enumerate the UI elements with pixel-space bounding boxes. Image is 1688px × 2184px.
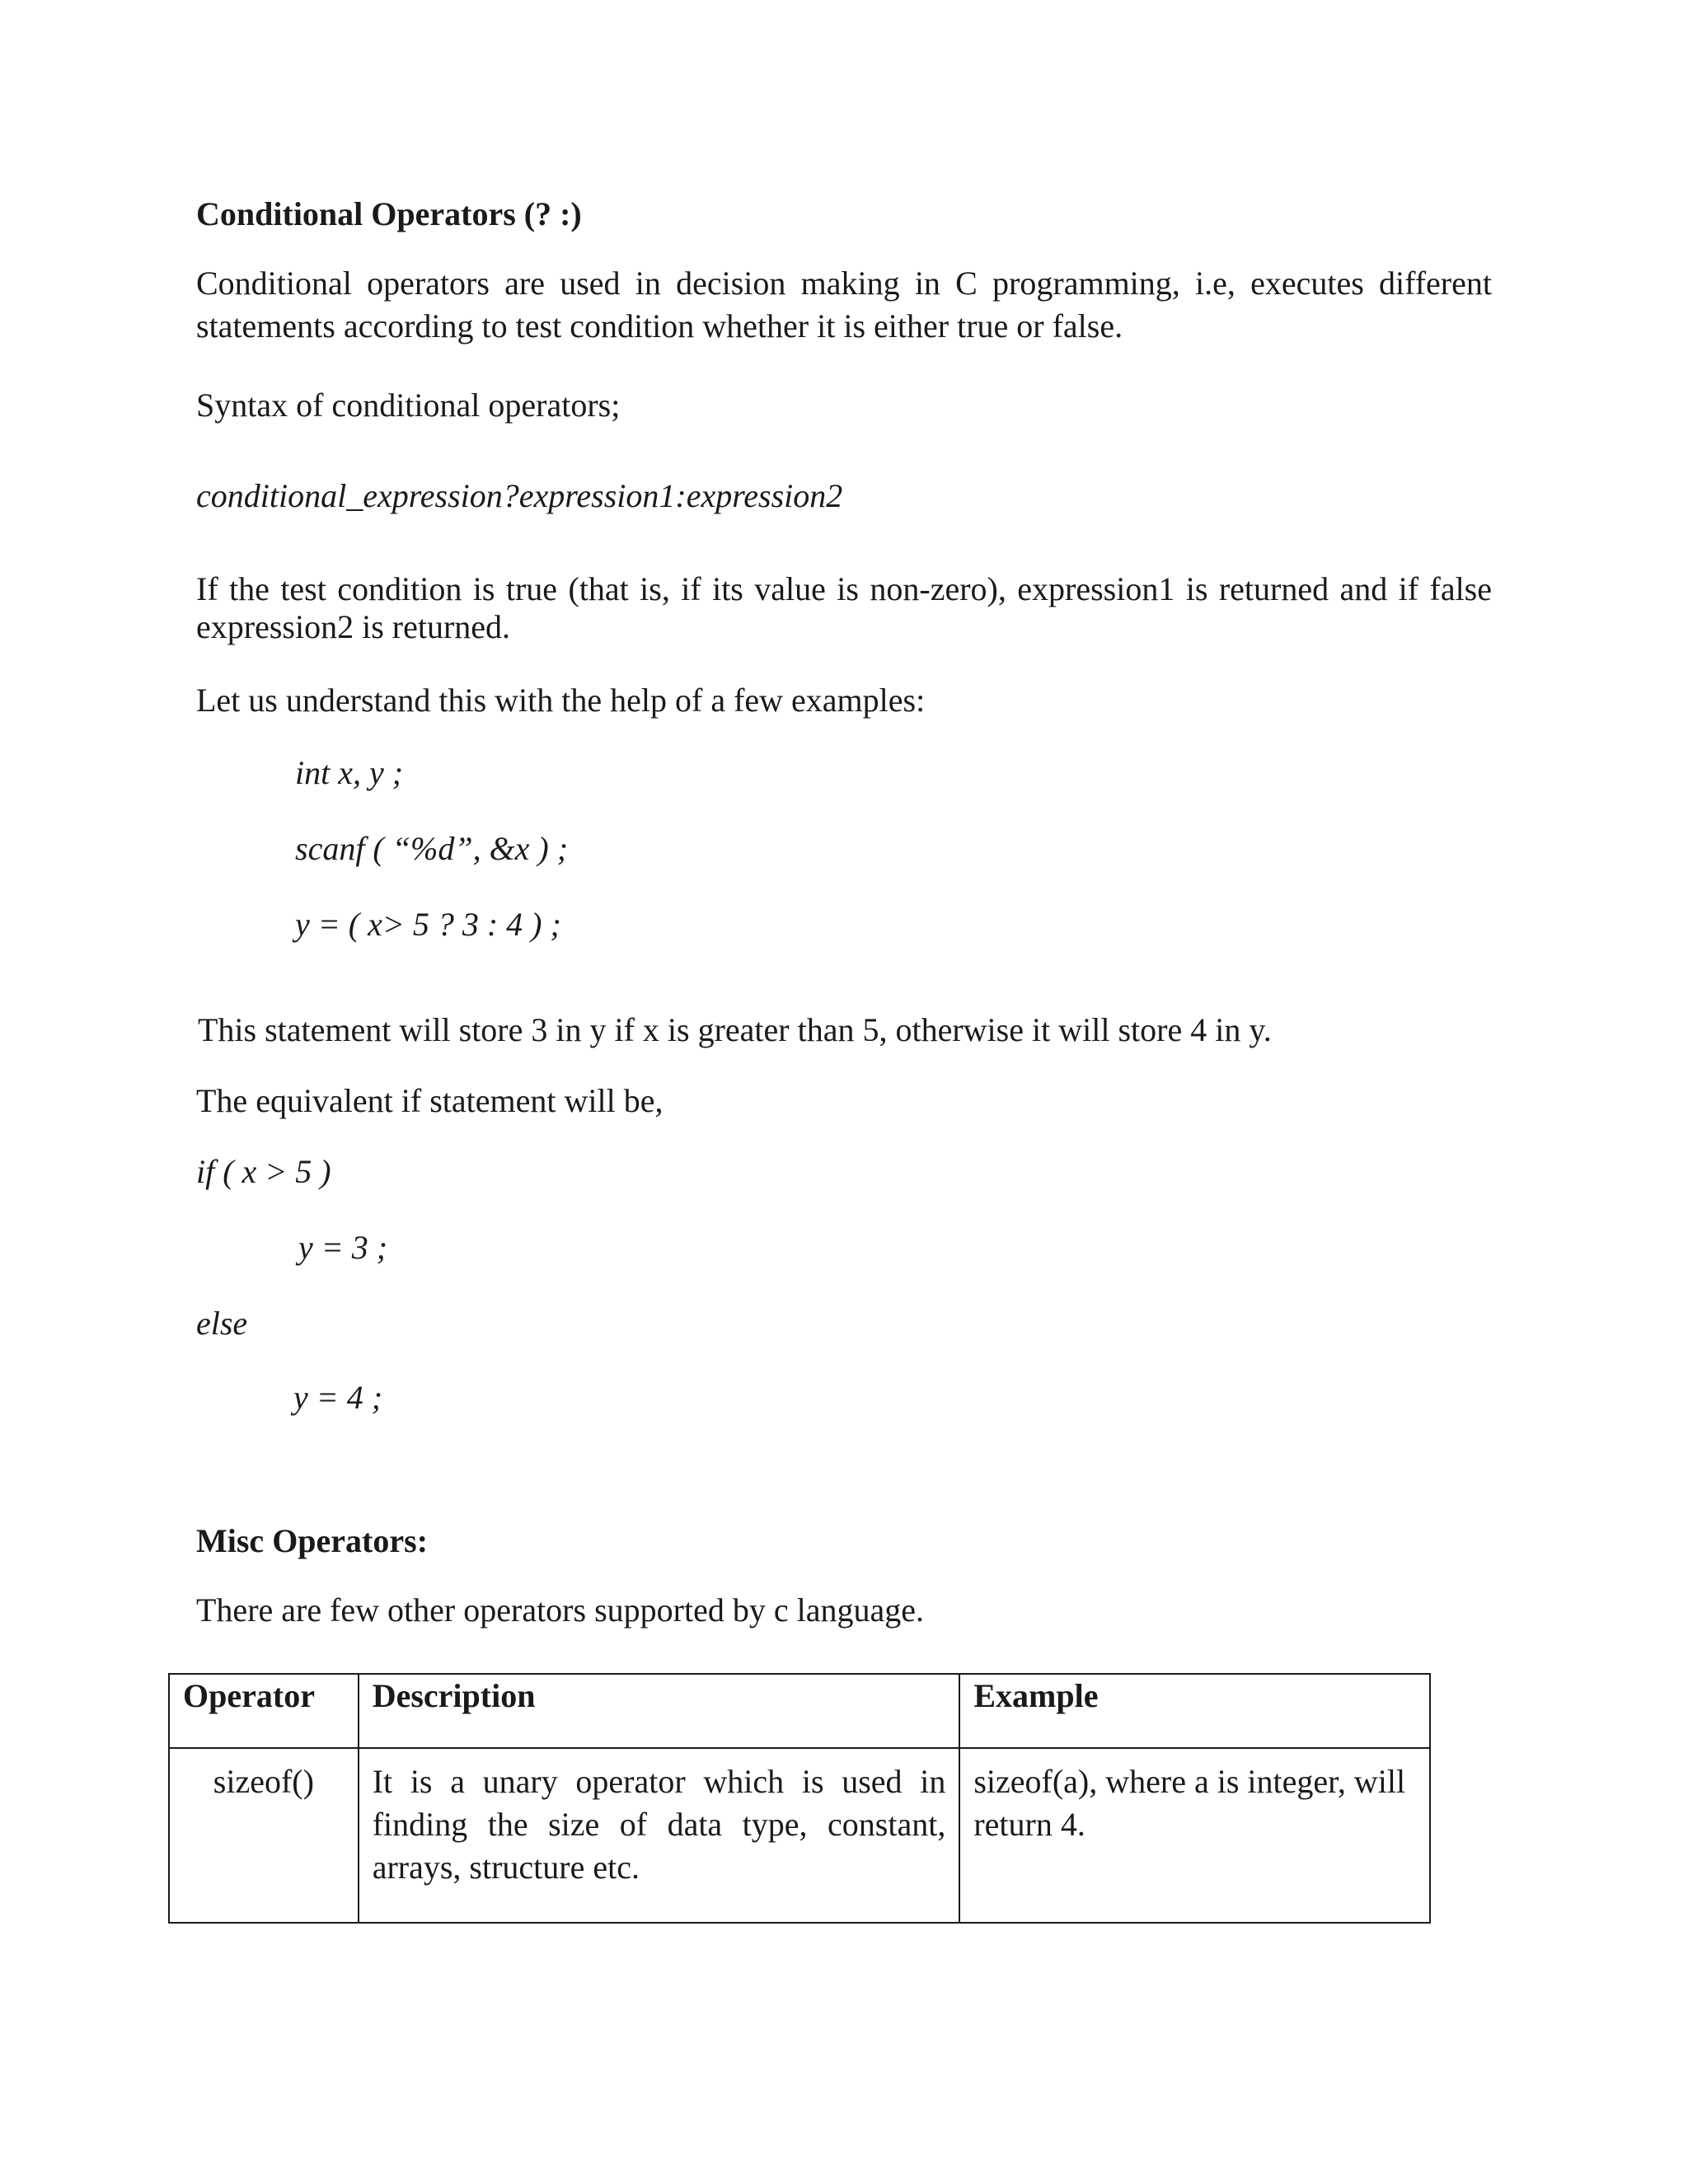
else-line: else — [196, 1305, 248, 1342]
example-note: This statement will store 3 in y if x is greater than 5, otherwise it will store 4 in y. — [198, 1011, 1272, 1048]
equivalent-intro: The equivalent if statement will be, — [196, 1082, 663, 1119]
misc-operators-intro: There are few other operators supported by c language. — [196, 1591, 924, 1629]
examples-intro: Let us understand this with the help of a few examples: — [196, 682, 926, 719]
section-title-conditional-operators: Conditional Operators (? :) — [196, 195, 582, 232]
column-header-description: Description — [359, 1674, 960, 1748]
example-cell: sizeof(a), where a is integer, will return 4. — [959, 1748, 1430, 1923]
operator-cell: sizeof() — [169, 1748, 359, 1923]
description-cell: It is a unary operator which is used in finding the size of data type, constant, arrays, structure etc. — [359, 1748, 960, 1923]
table-header-row — [169, 1674, 1430, 1748]
column-header-example: Example — [959, 1674, 1430, 1748]
misc-operators-table — [168, 1673, 1431, 1924]
conditional-operators-intro: Conditional operators are used in decision making in C programming, i.e, executes different statements according to test condition whether it is either true or false. — [196, 265, 1492, 344]
syntax-label: Syntax of conditional operators; — [196, 387, 621, 424]
section-title-misc-operators: Misc Operators: — [196, 1522, 429, 1559]
syntax-expression: conditional_expression?expression1:expression2 — [196, 477, 843, 514]
if-line: if ( x > 5 ) — [196, 1153, 331, 1190]
else-body-line: y = 4 ; — [293, 1379, 383, 1416]
code-line: y = ( x> 5 ? 3 : 4 ) ; — [295, 906, 561, 943]
code-line: int x, y ; — [295, 754, 404, 791]
column-header-operator: Operator — [169, 1674, 359, 1748]
explanation-paragraph: If the test condition is true (that is, if its value is non-zero), expression1 is returned and if false expression2 is returned. — [196, 570, 1492, 645]
code-line: scanf ( “%d”, &x ) ; — [295, 830, 569, 867]
table-row — [169, 1748, 1430, 1923]
then-line: y = 3 ; — [298, 1229, 388, 1266]
